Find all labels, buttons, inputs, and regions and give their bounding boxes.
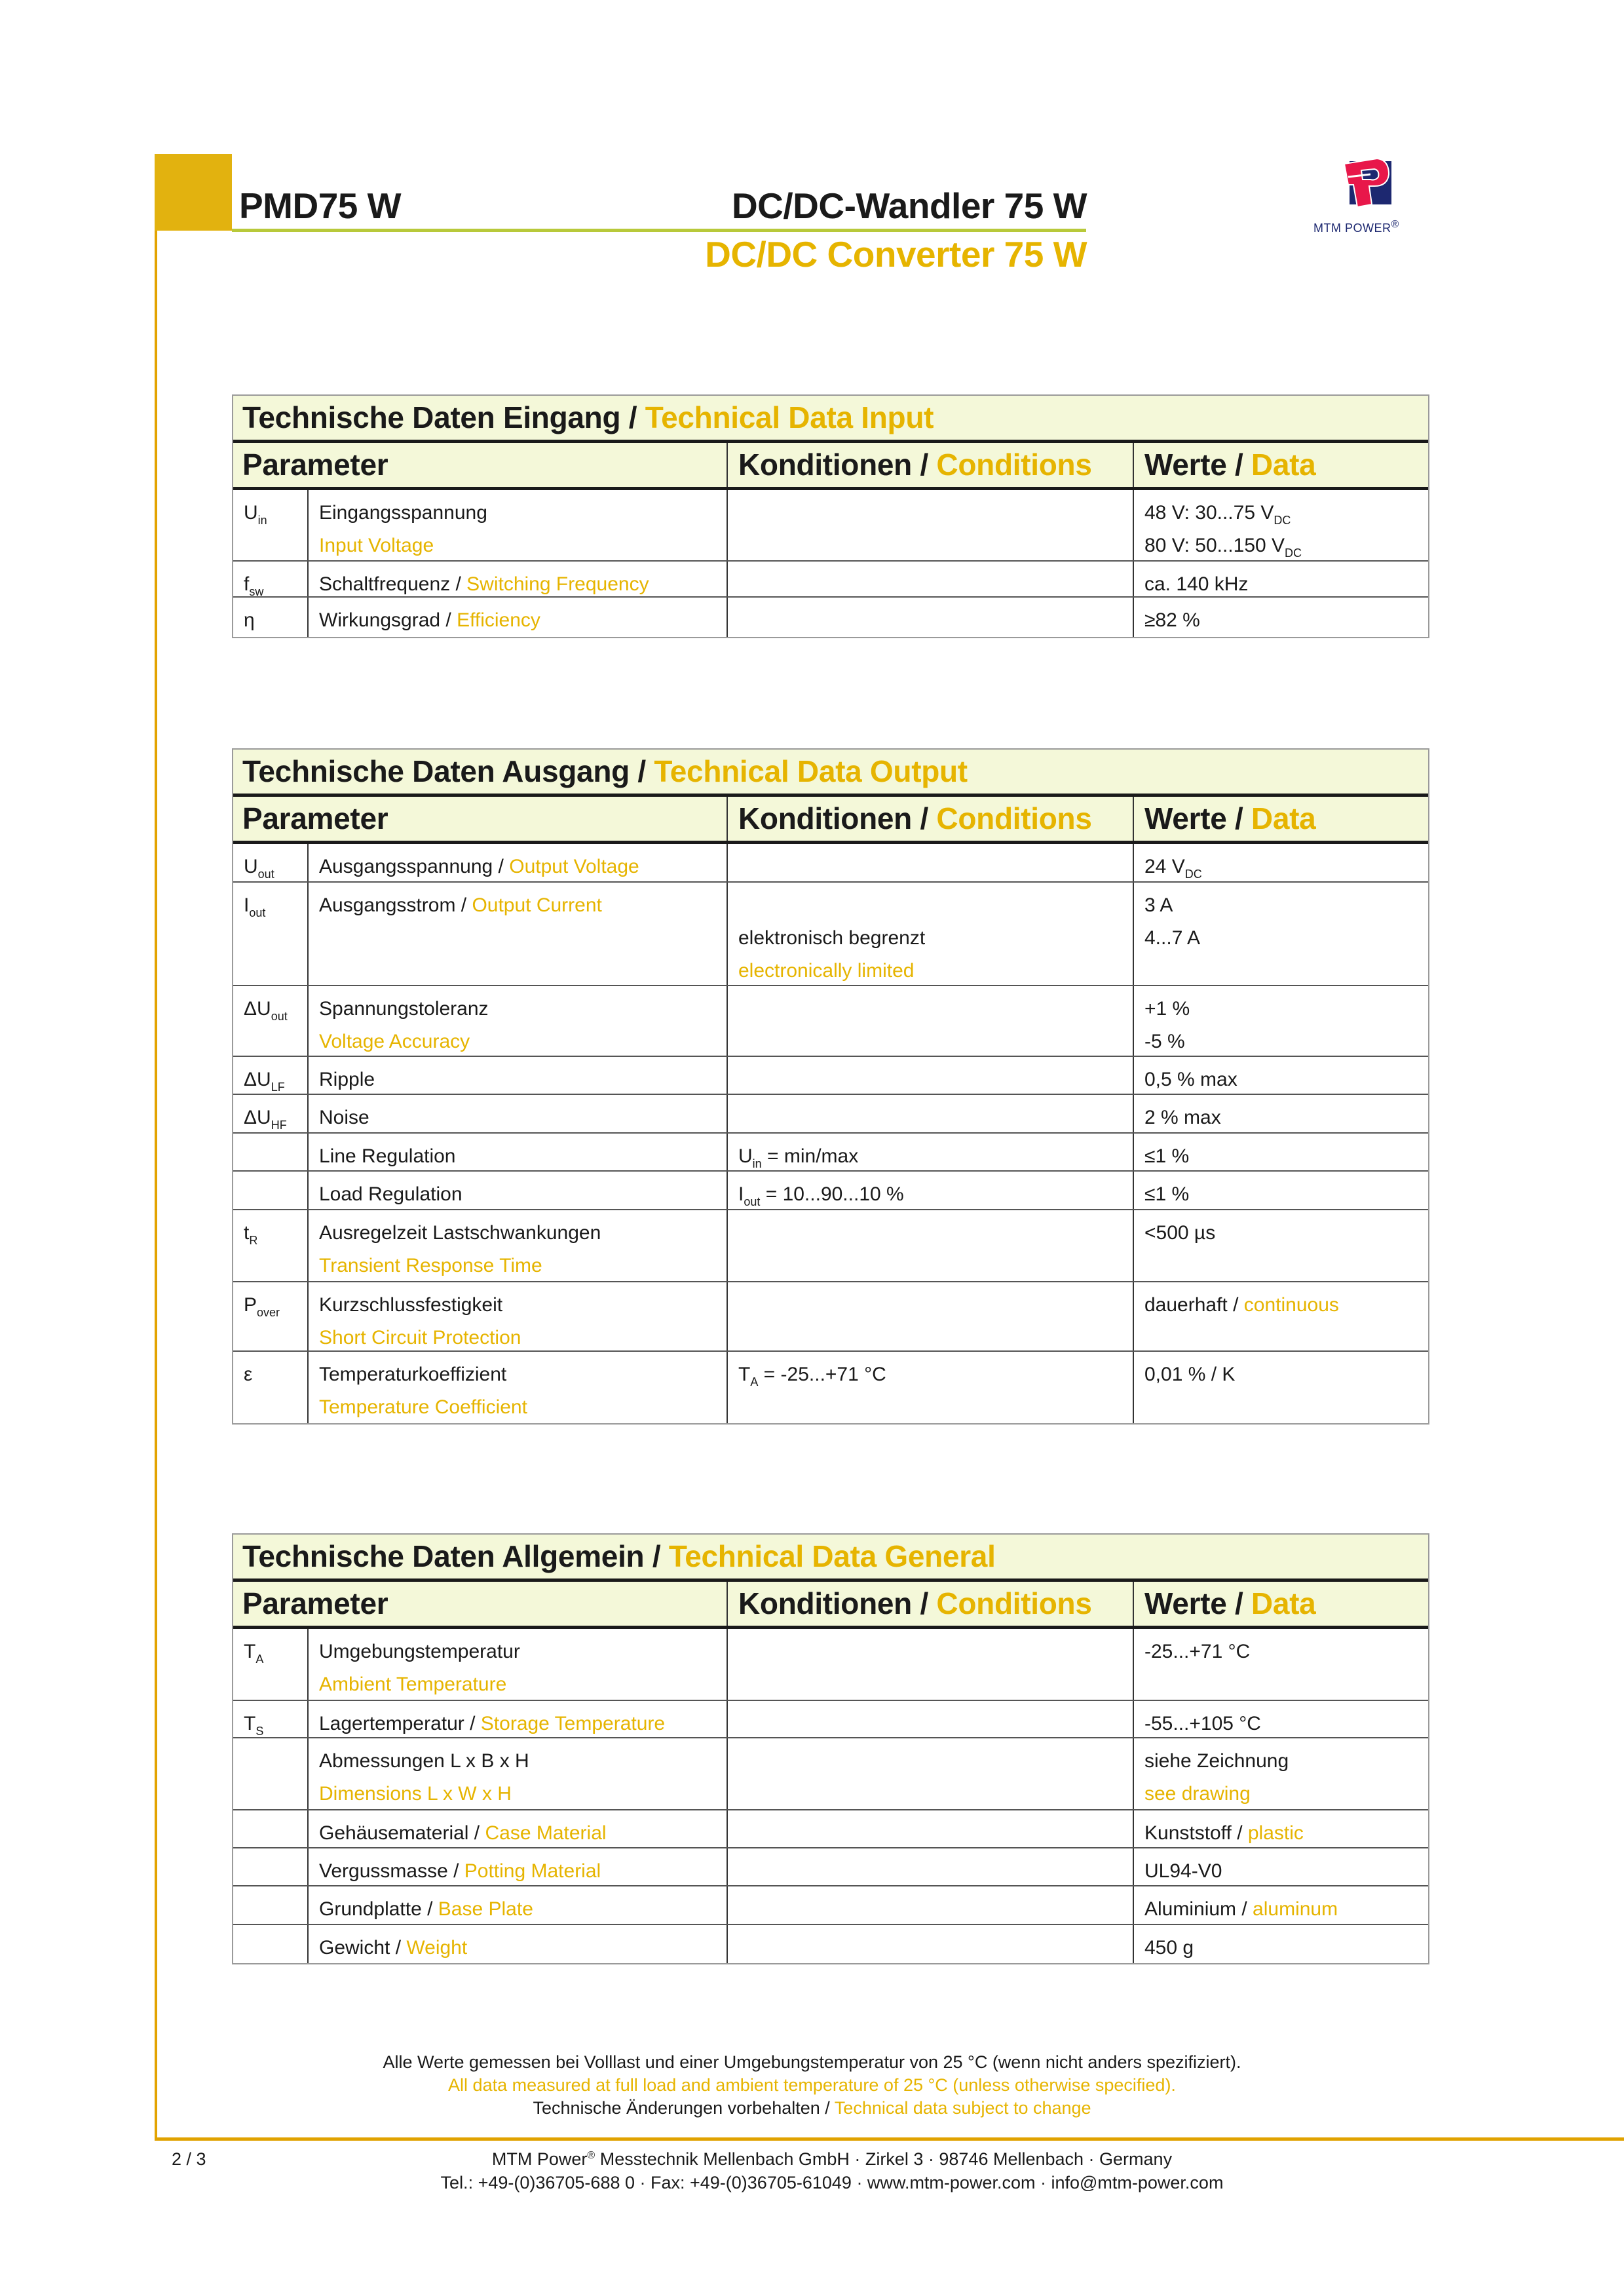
param-symbol: $\Delta U_{LF}$ — [233, 1057, 309, 1094]
param-symbol: $\Delta U_{HF}$ — [233, 1095, 309, 1132]
param-condition: elektronisch begrenzt electronically limited — [728, 883, 1134, 985]
param-symbol: $U_{in}$ — [233, 490, 309, 560]
table-output — [232, 748, 1429, 1425]
separator: / — [620, 400, 645, 434]
param-condition: $U_{in} = \min/\max$ — [728, 1134, 1134, 1170]
table-row — [233, 1210, 1428, 1282]
table-row — [233, 986, 1428, 1057]
table-row — [233, 1810, 1428, 1848]
note-change-de: Technische Änderungen vorbehalten — [533, 2098, 820, 2118]
separator: / — [820, 2098, 835, 2118]
param-condition — [728, 1210, 1134, 1281]
footer-contact: Tel.: +49-(0)36705-688 0 · Fax: +49-(0)36705-61049 · www.mtm-power.com · info@mtm-power.com — [440, 2173, 1224, 2192]
param-name: Gehäusematerial / Case Material — [309, 1810, 728, 1847]
param-name: Ausregelzeit Lastschwankungen Transient Response Time — [309, 1210, 728, 1281]
column-header-conditions: Konditionen / Conditions — [728, 443, 1134, 487]
separator: / — [644, 1539, 669, 1573]
param-value: ≤1 % — [1144, 1145, 1190, 1167]
table-row — [233, 883, 1428, 986]
note-german: Alle Werte gemessen bei Volllast und einer Umgebungstemperatur von 25 °C (wenn nicht anders spezifiziert). — [383, 2052, 1241, 2072]
param-value: 0,5 % max — [1144, 1069, 1237, 1090]
footer-address: Messtechnik Mellenbach GmbH · Zirkel 3 · 98746 Mellenbach · Germany — [595, 2149, 1173, 2169]
param-name: Eingangsspannung Input Voltage — [309, 490, 728, 560]
param-symbol — [233, 1810, 309, 1847]
param-value: +1 % -5 % — [1144, 998, 1190, 1052]
param-name: Schaltfrequenz / Switching Frequency — [309, 562, 728, 596]
table-row — [233, 1701, 1428, 1738]
title-underline — [232, 229, 1086, 232]
table-row — [233, 1886, 1428, 1925]
table-title-de: Technische Daten Allgemein — [242, 1539, 645, 1573]
frame-bottom-border — [155, 2137, 1624, 2141]
registered-mark: ® — [587, 2150, 595, 2161]
param-condition — [728, 1282, 1134, 1350]
table-row — [233, 1738, 1428, 1810]
param-value: Aluminium / aluminum — [1144, 1898, 1338, 1920]
table-row — [233, 598, 1428, 637]
column-header-parameter: Parameter — [233, 797, 728, 841]
param-name: Ausgangsstrom / Output Current — [309, 883, 728, 985]
separator: / — [629, 754, 654, 788]
column-header-conditions: Konditionen / Conditions — [728, 797, 1134, 841]
column-header-parameter: Parameter — [233, 443, 728, 487]
param-condition — [728, 490, 1134, 560]
param-symbol: η — [233, 598, 309, 637]
note-english: All data measured at full load and ambient temperature of 25 °C (unless otherwise specified). — [448, 2075, 1176, 2095]
param-value: -25...+71 °C — [1144, 1641, 1251, 1662]
param-condition: $I_{out} = 10...90...10$ % — [728, 1172, 1134, 1209]
logo-wordmark-text: MTM POWER — [1313, 221, 1391, 235]
param-condition — [728, 1848, 1134, 1885]
param-value: 48 V: 30...75 $V_{DC}$ 80 V: 50...150 $V_{DC}$ — [1144, 502, 1302, 560]
param-symbol — [233, 1886, 309, 1924]
param-value: 0,01 % / K — [1144, 1364, 1236, 1385]
table-row — [233, 1172, 1428, 1210]
note-change — [0, 2098, 1624, 2118]
column-header-values: Werte / Data — [1144, 1586, 1316, 1620]
table-title-en: Technical Data General — [668, 1539, 996, 1573]
param-symbol — [233, 1172, 309, 1209]
param-name: Load Regulation — [309, 1172, 728, 1209]
param-value: UL94-V0 — [1144, 1860, 1222, 1882]
param-name: Grundplatte / Base Plate — [309, 1886, 728, 1924]
logo-wordmark — [1313, 219, 1399, 235]
param-value: 2 % max — [1144, 1107, 1221, 1128]
param-condition — [728, 844, 1134, 881]
param-condition — [728, 1886, 1134, 1924]
param-symbol: $P_{over}$ — [233, 1282, 309, 1350]
param-value: 450 g — [1144, 1937, 1194, 1959]
param-symbol: $U_{out}$ — [233, 844, 309, 881]
param-symbol: ε — [233, 1352, 309, 1423]
mtm-power-logo-icon — [1343, 156, 1395, 208]
table-general — [232, 1533, 1429, 1964]
table-row — [233, 1282, 1428, 1352]
param-value: Kunststoff / plastic — [1144, 1822, 1304, 1844]
table-row — [233, 1629, 1428, 1701]
param-condition — [728, 1925, 1134, 1963]
param-symbol: $\Delta U_{out}$ — [233, 986, 309, 1056]
param-name: Vergussmasse / Potting Material — [309, 1848, 728, 1885]
param-condition — [728, 1738, 1134, 1809]
frame-left-border — [155, 154, 157, 2139]
param-value: 3 A 4...7 A — [1144, 894, 1201, 949]
param-condition — [728, 1095, 1134, 1132]
title-english: DC/DC Converter 75 W — [705, 234, 1087, 275]
footer-brand: MTM Power — [491, 2149, 588, 2169]
param-symbol: $t_R$ — [233, 1210, 309, 1281]
column-header-parameter: Parameter — [233, 1582, 728, 1626]
table-row — [233, 1848, 1428, 1886]
param-condition: $T_A = -25...+71$ °C — [728, 1352, 1134, 1423]
header-accent-block — [155, 154, 232, 231]
param-symbol — [233, 1925, 309, 1963]
table-title — [233, 396, 1428, 443]
table-row — [233, 562, 1428, 598]
table-title — [233, 1535, 1428, 1582]
param-name: Gewicht / Weight — [309, 1925, 728, 1963]
param-value: ca. 140 kHz — [1144, 573, 1249, 595]
param-condition — [728, 1701, 1134, 1737]
table-row — [233, 490, 1428, 562]
param-name: Ripple — [309, 1057, 728, 1094]
table-input — [232, 394, 1429, 638]
param-name: Spannungstoleranz Voltage Accuracy — [309, 986, 728, 1056]
param-condition — [728, 598, 1134, 637]
param-condition — [728, 986, 1134, 1056]
param-value: ≥82 % — [1144, 609, 1200, 631]
param-name: Ausgangsspannung / Output Voltage — [309, 844, 728, 881]
param-name: Kurzschlussfestigkeit Short Circuit Protection — [309, 1282, 728, 1350]
param-name: Umgebungstemperatur Ambient Temperature — [309, 1629, 728, 1700]
param-condition — [728, 1057, 1134, 1094]
column-header-values: Werte / Data — [1144, 801, 1316, 835]
table-title-en: Technical Data Input — [645, 400, 934, 434]
param-symbol — [233, 1848, 309, 1885]
table-header-row — [233, 443, 1428, 490]
table-row — [233, 844, 1428, 883]
param-symbol: $I_{out}$ — [233, 883, 309, 985]
table-header-row — [233, 797, 1428, 844]
table-title-en: Technical Data Output — [654, 754, 968, 788]
table-row — [233, 1352, 1428, 1423]
table-title-de: Technische Daten Eingang — [242, 400, 621, 434]
registered-mark: ® — [1391, 219, 1399, 230]
table-title — [233, 750, 1428, 797]
page-number: 2 / 3 — [172, 2149, 206, 2169]
param-name: Abmessungen L x B x H Dimensions L x W x H — [309, 1738, 728, 1809]
param-value: -55...+105 °C — [1144, 1713, 1261, 1734]
note-change-en: Technical data subject to change — [834, 2098, 1091, 2118]
table-row — [233, 1057, 1428, 1095]
param-value: ≤1 % — [1144, 1183, 1190, 1205]
param-symbol: $T_A$ — [233, 1629, 309, 1700]
table-row — [233, 1134, 1428, 1172]
param-symbol: $f_{sw}$ — [233, 562, 309, 596]
title-german: DC/DC-Wandler 75 W — [731, 185, 1087, 226]
table-row — [233, 1925, 1428, 1963]
table-row — [233, 1095, 1428, 1134]
column-header-conditions: Konditionen / Conditions — [728, 1582, 1134, 1626]
table-title-de: Technische Daten Ausgang — [242, 754, 630, 788]
param-name: Line Regulation — [309, 1134, 728, 1170]
param-value: 24 $V_{DC}$ — [1144, 856, 1202, 881]
param-symbol — [233, 1738, 309, 1809]
param-symbol — [233, 1134, 309, 1170]
param-value: dauerhaft / continuous — [1144, 1294, 1339, 1316]
param-condition — [728, 562, 1134, 596]
param-value: siehe Zeichnung see drawing — [1144, 1750, 1289, 1805]
model-name: PMD75 W — [239, 185, 402, 226]
param-name: Wirkungsgrad / Efficiency — [309, 598, 728, 637]
param-name: Lagertemperatur / Storage Temperature — [309, 1701, 728, 1737]
param-name: Temperaturkoeffizient Temperature Coefficient — [309, 1352, 728, 1423]
footer-company — [0, 2149, 1624, 2170]
param-symbol: $T_S$ — [233, 1701, 309, 1737]
param-name: Noise — [309, 1095, 728, 1132]
param-condition — [728, 1629, 1134, 1700]
param-value: <500 µs — [1144, 1222, 1216, 1244]
column-header-values: Werte / Data — [1144, 448, 1316, 482]
param-condition — [728, 1810, 1134, 1847]
table-header-row — [233, 1582, 1428, 1629]
